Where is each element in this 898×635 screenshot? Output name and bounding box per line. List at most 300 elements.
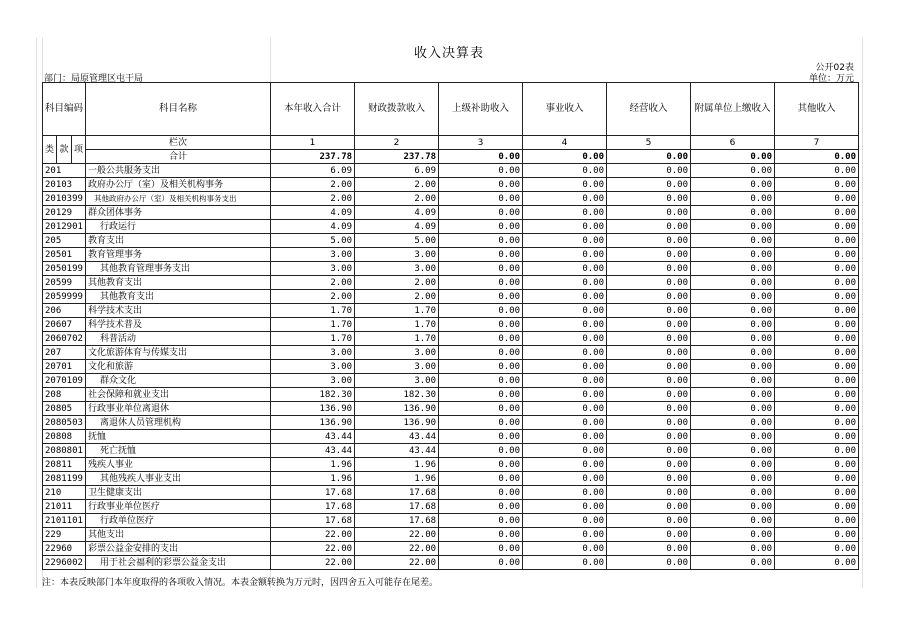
amount-cell: 2.00 — [271, 178, 355, 192]
page-title: 收入决算表 — [413, 46, 484, 61]
amount-cell: 2.00 — [355, 290, 439, 304]
amount-cell: 0.00 — [439, 486, 523, 500]
subject-name: 彩票公益金安排的支出 — [86, 542, 271, 556]
amount-cell: 0.00 — [607, 234, 691, 248]
subject-name: 群众文化 — [86, 374, 271, 388]
amount-cell: 0.00 — [775, 500, 859, 514]
subject-name: 科普活动 — [86, 332, 271, 346]
amount-cell: 0.00 — [439, 542, 523, 556]
subject-name: 卫生健康支出 — [86, 486, 271, 500]
amount-cell: 5.00 — [271, 234, 355, 248]
col-number: 3 — [439, 136, 523, 150]
col-header: 其他收入 — [775, 83, 859, 136]
amount-cell: 0.00 — [523, 220, 607, 234]
subject-code: 2070109 — [43, 374, 86, 388]
amount-cell: 3.00 — [271, 262, 355, 276]
amount-cell: 0.00 — [607, 178, 691, 192]
amount-cell: 1.70 — [355, 304, 439, 318]
subject-code: 20599 — [43, 276, 86, 290]
amount-cell: 0.00 — [523, 192, 607, 206]
subject-code: 20501 — [43, 248, 86, 262]
amount-cell: 0.00 — [691, 318, 775, 332]
amount-cell: 0.00 — [691, 290, 775, 304]
amount-cell: 0.00 — [775, 486, 859, 500]
amount-cell: 0.00 — [691, 514, 775, 528]
amount-cell: 0.00 — [523, 346, 607, 360]
amount-cell: 0.00 — [523, 402, 607, 416]
col-number: 4 — [523, 136, 607, 150]
table-row — [43, 528, 859, 542]
amount-cell: 17.68 — [355, 486, 439, 500]
unit-label: 单位：万元 — [808, 74, 854, 84]
amount-cell: 0.00 — [439, 388, 523, 402]
amount-cell: 0.00 — [775, 192, 859, 206]
subject-code: 2081199 — [43, 472, 86, 486]
amount-cell: 0.00 — [691, 472, 775, 486]
amount-cell: 0.00 — [439, 346, 523, 360]
amount-cell: 1.70 — [271, 332, 355, 346]
amount-cell: 0.00 — [439, 402, 523, 416]
subject-name: 抚恤 — [86, 430, 271, 444]
subject-code: 2080503 — [43, 416, 86, 430]
amount-cell: 3.00 — [271, 360, 355, 374]
subject-code: 2101101 — [43, 514, 86, 528]
table-row — [43, 248, 859, 262]
table-row — [43, 388, 859, 402]
amount-cell: 0.00 — [775, 528, 859, 542]
amount-cell: 136.90 — [355, 416, 439, 430]
total-value: 237.78 — [355, 150, 439, 164]
col-header: 事业收入 — [523, 83, 607, 136]
table-row — [43, 486, 859, 500]
total-value: 0.00 — [439, 150, 523, 164]
amount-cell: 0.00 — [439, 528, 523, 542]
amount-cell: 17.68 — [271, 514, 355, 528]
amount-cell: 17.68 — [355, 514, 439, 528]
amount-cell: 6.09 — [271, 164, 355, 178]
amount-cell: 0.00 — [523, 500, 607, 514]
amount-cell: 0.00 — [691, 556, 775, 570]
subject-code: 20701 — [43, 360, 86, 374]
amount-cell: 22.00 — [271, 528, 355, 542]
amount-cell: 0.00 — [691, 248, 775, 262]
table-row — [43, 458, 859, 472]
amount-cell: 0.00 — [439, 360, 523, 374]
col-header: 经营收入 — [607, 83, 691, 136]
table-row — [43, 164, 859, 178]
amount-cell: 0.00 — [523, 430, 607, 444]
amount-cell: 0.00 — [691, 500, 775, 514]
amount-cell: 0.00 — [775, 332, 859, 346]
amount-cell: 0.00 — [607, 528, 691, 542]
amount-cell: 5.00 — [355, 234, 439, 248]
amount-cell: 0.00 — [775, 290, 859, 304]
total-value: 0.00 — [775, 150, 859, 164]
amount-cell: 0.00 — [775, 304, 859, 318]
amount-cell: 0.00 — [775, 164, 859, 178]
subject-name: 行政事业单位离退休 — [86, 402, 271, 416]
amount-cell: 0.00 — [439, 276, 523, 290]
amount-cell: 0.00 — [607, 248, 691, 262]
table-row — [43, 514, 859, 528]
amount-cell: 2.00 — [271, 276, 355, 290]
amount-cell: 0.00 — [523, 542, 607, 556]
table-row — [43, 360, 859, 374]
amount-cell: 0.00 — [439, 262, 523, 276]
table-row — [43, 206, 859, 220]
amount-cell: 182.30 — [271, 388, 355, 402]
subject-code: 207 — [43, 346, 86, 360]
amount-cell: 22.00 — [355, 528, 439, 542]
amount-cell: 17.68 — [271, 486, 355, 500]
amount-cell: 0.00 — [775, 416, 859, 430]
amount-cell: 0.00 — [439, 472, 523, 486]
amount-cell: 43.44 — [271, 444, 355, 458]
total-row — [43, 150, 859, 164]
amount-cell: 0.00 — [523, 528, 607, 542]
amount-cell: 0.00 — [523, 360, 607, 374]
subject-code: 20808 — [43, 430, 86, 444]
amount-cell: 0.00 — [691, 332, 775, 346]
subject-name: 其他支出 — [86, 528, 271, 542]
amount-cell: 2.00 — [355, 276, 439, 290]
subject-code: 2059999 — [43, 290, 86, 304]
amount-cell: 0.00 — [775, 206, 859, 220]
amount-cell: 1.96 — [355, 458, 439, 472]
subject-name: 群众团体事务 — [86, 206, 271, 220]
amount-cell: 0.00 — [775, 318, 859, 332]
subject-name: 一般公共服务支出 — [86, 164, 271, 178]
subject-code: 210 — [43, 486, 86, 500]
amount-cell: 1.70 — [271, 304, 355, 318]
amount-cell: 4.09 — [355, 206, 439, 220]
amount-cell: 0.00 — [439, 220, 523, 234]
grid-line — [36, 38, 37, 588]
amount-cell: 0.00 — [523, 486, 607, 500]
subject-code-header: 科目编码 — [43, 83, 86, 136]
amount-cell: 0.00 — [691, 346, 775, 360]
subject-name: 政府办公厅（室）及相关机构事务 — [86, 178, 271, 192]
amount-cell: 0.00 — [607, 346, 691, 360]
amount-cell: 0.00 — [607, 360, 691, 374]
amount-cell: 4.09 — [355, 220, 439, 234]
amount-cell: 0.00 — [775, 444, 859, 458]
kuan-header: 款 — [57, 136, 72, 164]
amount-cell: 0.00 — [523, 556, 607, 570]
department-label: 部门：局原管理区屯干局 — [44, 74, 144, 84]
subject-code: 20811 — [43, 458, 86, 472]
subject-name-header: 科目名称 — [86, 83, 271, 136]
amount-cell: 3.00 — [355, 360, 439, 374]
amount-cell: 0.00 — [691, 164, 775, 178]
amount-cell: 4.09 — [271, 206, 355, 220]
table-row — [43, 178, 859, 192]
lei-header: 类 — [43, 136, 57, 164]
table-row — [43, 500, 859, 514]
amount-cell: 0.00 — [775, 542, 859, 556]
table-row — [43, 346, 859, 360]
amount-cell: 22.00 — [355, 556, 439, 570]
amount-cell: 0.00 — [439, 514, 523, 528]
amount-cell: 0.00 — [523, 178, 607, 192]
subject-code: 201 — [43, 164, 86, 178]
amount-cell: 17.68 — [355, 500, 439, 514]
amount-cell: 0.00 — [691, 388, 775, 402]
amount-cell: 22.00 — [271, 556, 355, 570]
amount-cell: 0.00 — [523, 472, 607, 486]
total-label: 合计 — [86, 150, 271, 164]
amount-cell: 0.00 — [691, 430, 775, 444]
amount-cell: 0.00 — [523, 374, 607, 388]
amount-cell: 0.00 — [775, 346, 859, 360]
subject-name: 科学技术普及 — [86, 318, 271, 332]
amount-cell: 0.00 — [691, 206, 775, 220]
amount-cell: 0.00 — [439, 458, 523, 472]
amount-cell: 0.00 — [607, 388, 691, 402]
amount-cell: 0.00 — [439, 164, 523, 178]
subject-name: 社会保障和就业支出 — [86, 388, 271, 402]
amount-cell: 0.00 — [439, 290, 523, 304]
amount-cell: 0.00 — [439, 430, 523, 444]
amount-cell: 0.00 — [691, 178, 775, 192]
amount-cell: 0.00 — [607, 164, 691, 178]
amount-cell: 0.00 — [439, 192, 523, 206]
table-row — [43, 304, 859, 318]
subject-code: 229 — [43, 528, 86, 542]
amount-cell: 17.68 — [271, 500, 355, 514]
amount-cell: 0.00 — [607, 220, 691, 234]
amount-cell: 0.00 — [775, 248, 859, 262]
income-table — [42, 82, 859, 570]
amount-cell: 0.00 — [439, 178, 523, 192]
table-row — [43, 542, 859, 556]
amount-cell: 6.09 — [355, 164, 439, 178]
subject-code: 208 — [43, 388, 86, 402]
amount-cell: 0.00 — [439, 500, 523, 514]
amount-cell: 0.00 — [607, 290, 691, 304]
amount-cell: 0.00 — [691, 360, 775, 374]
amount-cell: 0.00 — [607, 206, 691, 220]
subject-name: 其他教育支出 — [86, 276, 271, 290]
total-value: 0.00 — [523, 150, 607, 164]
amount-cell: 0.00 — [607, 500, 691, 514]
amount-cell: 0.00 — [775, 458, 859, 472]
amount-cell: 1.96 — [271, 472, 355, 486]
subject-name: 死亡抚恤 — [86, 444, 271, 458]
table-row — [43, 220, 859, 234]
amount-cell: 0.00 — [607, 556, 691, 570]
subject-name: 离退休人员管理机构 — [86, 416, 271, 430]
amount-cell: 0.00 — [523, 416, 607, 430]
col-number: 1 — [271, 136, 355, 150]
amount-cell: 0.00 — [775, 556, 859, 570]
amount-cell: 0.00 — [523, 276, 607, 290]
amount-cell: 0.00 — [523, 332, 607, 346]
table-row — [43, 276, 859, 290]
amount-cell: 0.00 — [775, 360, 859, 374]
amount-cell: 3.00 — [271, 248, 355, 262]
subject-code: 2080801 — [43, 444, 86, 458]
amount-cell: 0.00 — [691, 304, 775, 318]
amount-cell: 0.00 — [607, 318, 691, 332]
total-value: 237.78 — [271, 150, 355, 164]
amount-cell: 1.70 — [271, 318, 355, 332]
amount-cell: 0.00 — [775, 220, 859, 234]
amount-cell: 0.00 — [607, 458, 691, 472]
lanci-label: 栏次 — [86, 136, 271, 150]
table-row — [43, 290, 859, 304]
amount-cell: 0.00 — [691, 416, 775, 430]
amount-cell: 1.70 — [355, 332, 439, 346]
amount-cell: 0.00 — [607, 192, 691, 206]
amount-cell: 0.00 — [439, 206, 523, 220]
amount-cell: 0.00 — [691, 528, 775, 542]
amount-cell: 0.00 — [523, 318, 607, 332]
amount-cell: 0.00 — [691, 220, 775, 234]
amount-cell: 0.00 — [607, 542, 691, 556]
subject-name: 文化和旅游 — [86, 360, 271, 374]
amount-cell: 2.00 — [271, 290, 355, 304]
subject-code: 22960 — [43, 542, 86, 556]
subject-code: 20103 — [43, 178, 86, 192]
amount-cell: 43.44 — [355, 444, 439, 458]
amount-cell: 0.00 — [607, 514, 691, 528]
amount-cell: 0.00 — [691, 192, 775, 206]
amount-cell: 0.00 — [607, 262, 691, 276]
subject-name: 用于社会福利的彩票公益金支出 — [86, 556, 271, 570]
amount-cell: 0.00 — [775, 262, 859, 276]
footnote: 注：本表反映部门本年度取得的各项收入情况。本表金额转换为万元时，因四舍五入可能存在尾差。 — [42, 578, 439, 588]
table-row — [43, 416, 859, 430]
subject-name: 文化旅游体育与传媒支出 — [86, 346, 271, 360]
amount-cell: 3.00 — [271, 374, 355, 388]
amount-cell: 43.44 — [271, 430, 355, 444]
amount-cell: 0.00 — [691, 486, 775, 500]
table-row — [43, 374, 859, 388]
table-row — [43, 556, 859, 570]
amount-cell: 0.00 — [439, 374, 523, 388]
amount-cell: 3.00 — [355, 248, 439, 262]
amount-cell: 0.00 — [439, 234, 523, 248]
subject-code: 205 — [43, 234, 86, 248]
subject-name: 其他残疾人事业支出 — [86, 472, 271, 486]
amount-cell: 0.00 — [607, 486, 691, 500]
amount-cell: 0.00 — [523, 262, 607, 276]
subject-name: 其他政府办公厅（室）及相关机构事务支出 — [86, 192, 271, 206]
subject-name: 教育支出 — [86, 234, 271, 248]
subject-name: 其他教育支出 — [86, 290, 271, 304]
amount-cell: 1.70 — [355, 318, 439, 332]
amount-cell: 0.00 — [775, 472, 859, 486]
amount-cell: 0.00 — [607, 304, 691, 318]
subject-code: 2010399 — [43, 192, 86, 206]
table-row — [43, 192, 859, 206]
amount-cell: 0.00 — [607, 374, 691, 388]
amount-cell: 0.00 — [523, 304, 607, 318]
col-number: 6 — [691, 136, 775, 150]
amount-cell: 0.00 — [691, 262, 775, 276]
amount-cell: 0.00 — [523, 514, 607, 528]
subject-code: 20607 — [43, 318, 86, 332]
subject-code: 21011 — [43, 500, 86, 514]
amount-cell: 0.00 — [691, 234, 775, 248]
amount-cell: 0.00 — [523, 388, 607, 402]
table-row — [43, 444, 859, 458]
amount-cell: 1.96 — [355, 472, 439, 486]
subject-name: 行政单位医疗 — [86, 514, 271, 528]
col-header: 附属单位上缴收入 — [691, 83, 775, 136]
col-header: 本年收入合计 — [271, 83, 355, 136]
amount-cell: 0.00 — [607, 416, 691, 430]
amount-cell: 2.00 — [355, 192, 439, 206]
subject-name: 残疾人事业 — [86, 458, 271, 472]
amount-cell: 0.00 — [775, 402, 859, 416]
subject-name: 其他教育管理事务支出 — [86, 262, 271, 276]
amount-cell: 2.00 — [271, 192, 355, 206]
amount-cell: 0.00 — [691, 374, 775, 388]
doc-code: 公开02表 — [815, 63, 854, 73]
amount-cell: 0.00 — [607, 444, 691, 458]
amount-cell: 3.00 — [355, 262, 439, 276]
amount-cell: 0.00 — [691, 542, 775, 556]
amount-cell: 22.00 — [355, 542, 439, 556]
amount-cell: 0.00 — [775, 388, 859, 402]
amount-cell: 0.00 — [691, 276, 775, 290]
col-header: 上级补助收入 — [439, 83, 523, 136]
total-value: 0.00 — [607, 150, 691, 164]
subject-code: 2060702 — [43, 332, 86, 346]
amount-cell: 136.90 — [271, 416, 355, 430]
amount-cell: 0.00 — [523, 234, 607, 248]
amount-cell: 0.00 — [775, 374, 859, 388]
amount-cell: 136.90 — [355, 402, 439, 416]
amount-cell: 0.00 — [523, 290, 607, 304]
grid-line — [862, 38, 863, 588]
table-row — [43, 234, 859, 248]
amount-cell: 0.00 — [607, 332, 691, 346]
amount-cell: 0.00 — [775, 430, 859, 444]
table-row — [43, 402, 859, 416]
amount-cell: 22.00 — [271, 542, 355, 556]
amount-cell: 0.00 — [439, 416, 523, 430]
amount-cell: 0.00 — [607, 276, 691, 290]
amount-cell: 0.00 — [523, 458, 607, 472]
amount-cell: 0.00 — [691, 458, 775, 472]
amount-cell: 3.00 — [355, 346, 439, 360]
amount-cell: 0.00 — [439, 304, 523, 318]
amount-cell: 2.00 — [355, 178, 439, 192]
table-row — [43, 262, 859, 276]
amount-cell: 0.00 — [691, 402, 775, 416]
amount-cell: 0.00 — [523, 206, 607, 220]
amount-cell: 0.00 — [775, 178, 859, 192]
subject-name: 教育管理事务 — [86, 248, 271, 262]
amount-cell: 0.00 — [775, 514, 859, 528]
table-row — [43, 332, 859, 346]
table-row — [43, 318, 859, 332]
amount-cell: 0.00 — [607, 430, 691, 444]
amount-cell: 3.00 — [271, 346, 355, 360]
amount-cell: 4.09 — [271, 220, 355, 234]
amount-cell: 1.96 — [271, 458, 355, 472]
col-number: 2 — [355, 136, 439, 150]
subject-code: 20129 — [43, 206, 86, 220]
xiang-header: 项 — [72, 136, 86, 164]
amount-cell: 0.00 — [439, 318, 523, 332]
total-value: 0.00 — [691, 150, 775, 164]
amount-cell: 0.00 — [523, 248, 607, 262]
amount-cell: 136.90 — [271, 402, 355, 416]
